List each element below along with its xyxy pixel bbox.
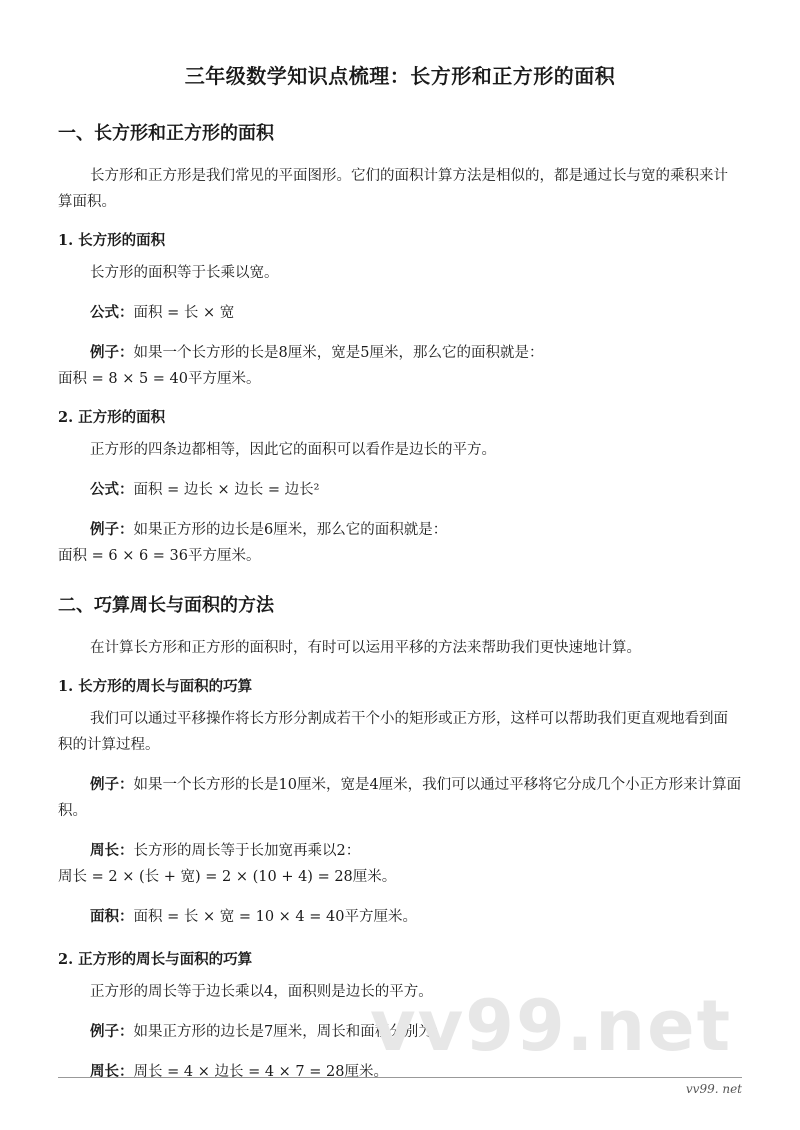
example-result: 面积 = 8 × 5 = 40平方厘米。 xyxy=(58,371,261,387)
example-text: 如果一个长方形的长是8厘米，宽是5厘米，那么它的面积就是： xyxy=(133,345,544,361)
formula-text: 面积 = 长 × 宽 xyxy=(133,305,235,321)
subsection-2-1-heading: 1. 长方形的周长与面积的巧算 xyxy=(58,678,253,695)
formula-label: 公式： xyxy=(90,481,134,498)
area-label: 面积： xyxy=(90,908,134,925)
watermark: vv99.net xyxy=(370,985,733,1067)
example-text: 如果正方形的边长是7厘米，周长和面积分别为： xyxy=(133,1024,448,1040)
subsection-1-2-formula xyxy=(58,477,742,503)
footer-divider xyxy=(58,1077,742,1078)
perimeter-result: 周长 = 2 × (长 + 宽) = 2 × (10 + 4) = 28厘米。 xyxy=(58,869,397,885)
area-text: 面积 = 长 × 宽 = 10 × 4 = 40平方厘米。 xyxy=(133,909,417,925)
section-2 xyxy=(58,591,742,1085)
subsection-2-2-perimeter xyxy=(58,1059,742,1085)
perimeter-text: 周长 = 4 × 边长 = 4 × 7 = 28厘米。 xyxy=(133,1064,388,1080)
example-label: 例子： xyxy=(90,776,134,793)
subsection-2-2-example xyxy=(58,1019,742,1045)
section-2-heading: 二、巧算周长与面积的方法 xyxy=(58,595,274,616)
footer-site: vv99. net xyxy=(685,1082,742,1096)
subsection-2-2-heading: 2. 正方形的周长与面积的巧算 xyxy=(58,951,253,968)
subsection-2-1-text: 我们可以通过平移操作将长方形分割成若干个小的矩形或正方形，这样可以帮助我们更直观地看到面积的计算过程。 xyxy=(58,711,728,753)
subsection-2-2-text: 正方形的周长等于边长乘以4，面积则是边长的平方。 xyxy=(90,984,433,1000)
section-2-intro: 在计算长方形和正方形的面积时，有时可以运用平移的方法来帮助我们更快速地计算。 xyxy=(90,640,641,656)
example-label: 例子： xyxy=(90,1023,134,1040)
subsection-1-2-heading: 2. 正方形的面积 xyxy=(58,409,166,426)
example-label: 例子： xyxy=(90,344,134,361)
section-1-intro: 长方形和正方形是我们常见的平面图形。它们的面积计算方法是相似的，都是通过长与宽的乘积来计算面积。 xyxy=(58,168,728,210)
example-text: 如果一个长方形的长是10厘米，宽是4厘米，我们可以通过平移将它分成几个小正方形来计算面积。 xyxy=(58,777,742,819)
perimeter-text: 长方形的周长等于长加宽再乘以2： xyxy=(133,843,361,859)
section-1 xyxy=(58,119,742,569)
perimeter-label: 周长： xyxy=(90,842,134,859)
section-1-heading: 一、长方形和正方形的面积 xyxy=(58,123,274,144)
document-page xyxy=(58,60,742,1099)
subsection-1-1-formula xyxy=(58,300,742,326)
example-text: 如果正方形的边长是6厘米，那么它的面积就是： xyxy=(133,522,448,538)
formula-label: 公式： xyxy=(90,304,134,321)
subsection-1-2-example xyxy=(58,517,742,569)
document-title: 三年级数学知识点梳理：长方形和正方形的面积 xyxy=(184,64,616,88)
perimeter-label: 周长： xyxy=(90,1063,134,1080)
example-result: 面积 = 6 × 6 = 36平方厘米。 xyxy=(58,548,261,564)
formula-text: 面积 = 边长 × 边长 = 边长² xyxy=(133,482,320,498)
subsection-1-2-text: 正方形的四条边都相等，因此它的面积可以看作是边长的平方。 xyxy=(90,442,496,458)
example-label: 例子： xyxy=(90,521,134,538)
subsection-1-1-text: 长方形的面积等于长乘以宽。 xyxy=(90,265,279,281)
subsection-1-1-heading: 1. 长方形的面积 xyxy=(58,232,166,249)
subsection-2-1-area xyxy=(58,904,742,930)
subsection-1-1-example xyxy=(58,340,742,392)
subsection-2-1-perimeter xyxy=(58,838,742,890)
subsection-2-1-example xyxy=(58,772,742,824)
